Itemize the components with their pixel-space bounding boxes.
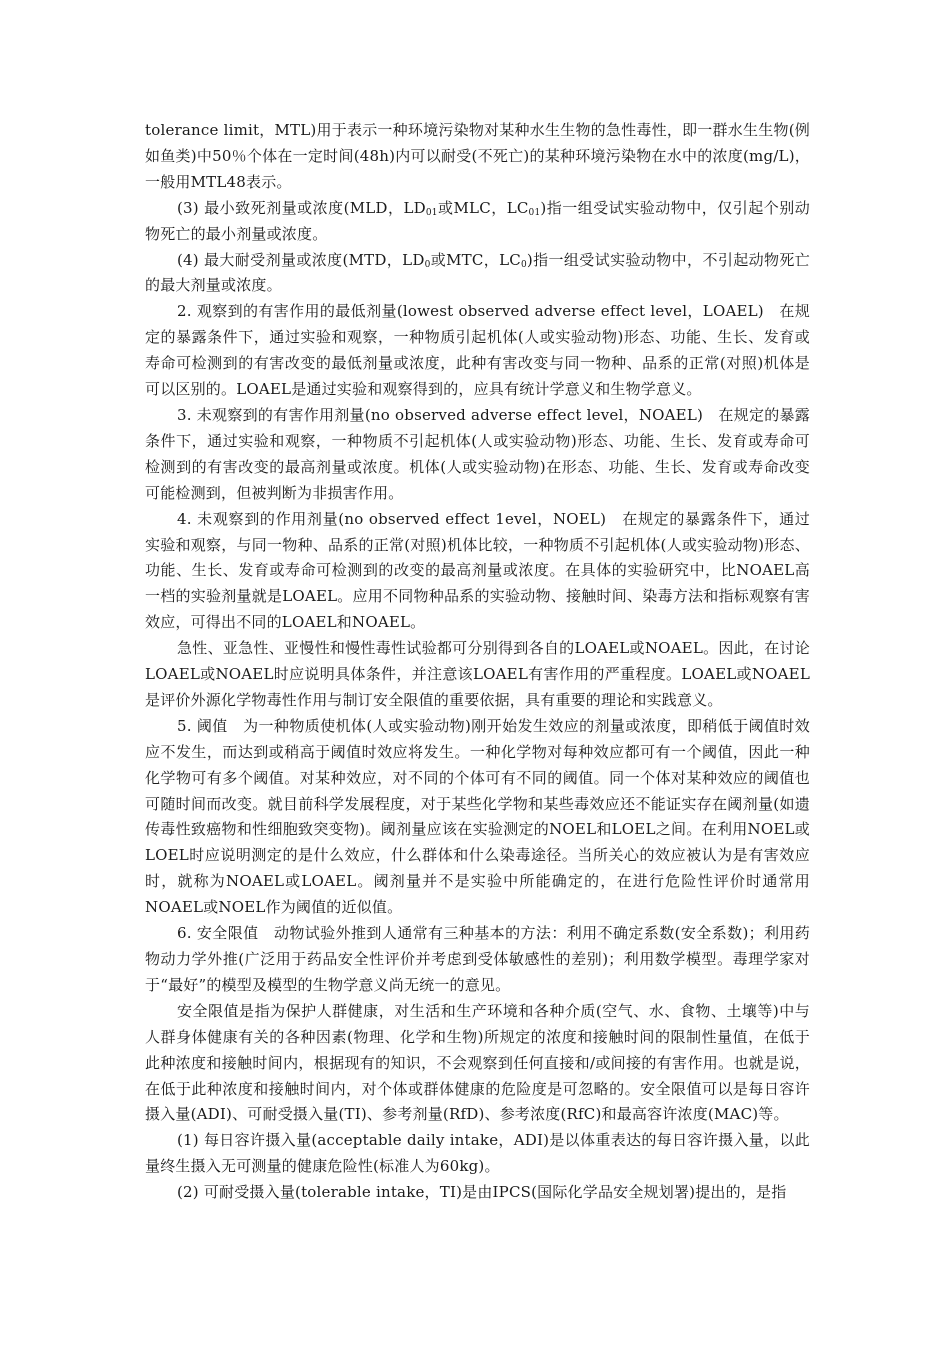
- paragraph: [145, 299, 810, 403]
- paragraph-text: 急性、亚急性、亚慢性和慢性毒性试验都可分别得到各自的LOAEL或NOAEL。因此，在讨论LOAEL或NOAEL时应说明具体条件，并注意该LOAEL有害作用的严重程度。LOAEL或NOAEL是评价外源化学物毒性作用与制订安全限值的重要依据，具有重要的理论和实践意义。: [145, 639, 810, 709]
- subscript-text: 01: [425, 207, 438, 218]
- paragraph: [145, 714, 810, 921]
- paragraph: [145, 403, 810, 507]
- paragraph: [145, 118, 810, 196]
- paragraph-text: tolerance limit，MTL)用于表示一种环境污染物对某种水生生物的急性毒性，即一群水生生物(例如鱼类)中50％个体在一定时间(48h)内可以耐受(不死亡)的某种环境污染物在水中的浓度(mg/L)，一般用MTL48表示。: [145, 121, 810, 191]
- paragraph-text: 或MLC，LC: [437, 198, 529, 217]
- subscript-text: 01: [528, 207, 541, 218]
- paragraph-text: )指一组受试实验动物中，不引起动物死亡的最大剂量或浓度。: [145, 250, 811, 295]
- paragraph-text: 5. 阈值 为一种物质使机体(人或实验动物)刚开始发生效应的剂量或浓度，即稍低于阈值时效应不发生，而达到或稍高于阈值时效应将发生。一种化学物对每种效应都可有一个阈值，因此一种化学物可有多个阈值。对某种效应，对不同的个体可有不同的阈值。同一个体对某种效应的阈值也可随时间而改变。就目前科学发展程度，对于某些化学物和某些毒效应还不能证实存在阈剂量(如遗传毒性致癌物和性细胞致突变物)。阈剂量应该在实验测定的NOEL和LOEL之间。在利用NOEL或LOEL时应说明测定的是什么效应，什么群体和什么染毒途径。当所关心的效应被认为是有害效应时，就称为NOAEL或LOAEL。阈剂量并不是实验中所能确定的，在进行危险性评价时通常用NOAEL或NOEL作为阈值的近似值。: [145, 716, 810, 917]
- paragraph: [145, 196, 810, 248]
- paragraph-text: 3. 未观察到的有害作用剂量(no observed adverse effect level，NOAEL) 在规定的暴露条件下，通过实验和观察，一种物质不引起机体(人或实验动物)形态、功能、生长、发育或寿命可检测到的有害改变的最高剂量或浓度。机体(人或实验动物)在形态、功能、生长、发育或寿命改变可能检测到，但被判断为非损害作用。: [145, 405, 810, 502]
- paragraph-text: )指一组受试实验动物中，仅引起个别动物死亡的最小剂量或浓度。: [145, 198, 810, 243]
- paragraph: [145, 999, 810, 1129]
- paragraph-text: 6. 安全限值 动物试验外推到人通常有三种基本的方法：利用不确定系数(安全系数)；利用药物动力学外推(广泛用于药品安全性评价并考虑到受体敏感性的差别)；利用数学模型。毒理学家对于“最好”的模型及模型的生物学意义尚无统一的意见。: [145, 924, 810, 994]
- paragraph: [145, 1128, 810, 1180]
- subscript-text: 0: [424, 259, 431, 270]
- paragraph: [145, 248, 810, 300]
- paragraph-text: (3) 最小致死剂量或浓度(MLD，LD: [177, 198, 426, 217]
- paragraph: [145, 507, 810, 637]
- paragraph: [145, 921, 810, 999]
- subscript-text: 0: [520, 259, 527, 270]
- document-page: [145, 118, 810, 1206]
- paragraph-text: (4) 最大耐受剂量或浓度(MTD，LD: [177, 250, 425, 269]
- paragraph: [145, 1180, 810, 1206]
- paragraph-text: 4. 未观察到的作用剂量(no observed effect 1evel，NOEL) 在规定的暴露条件下，通过实验和观察，与同一物种、品系的正常(对照)机体比较，一种物质不引起机体(人或实验动物)形态、功能、生长、发育或寿命可检测到的改变的最高剂量或浓度。在具体的实验研究中，比NOAEL高一档的实验剂量就是LOAEL。应用不同物种品系的实验动物、接触时间、染毒方法和指标观察有害效应，可得出不同的LOAEL和NOAEL。: [145, 509, 810, 632]
- paragraph-text: 安全限值是指为保护人群健康，对生活和生产环境和各种介质(空气、水、食物、土壤等)中与人群身体健康有关的各种因素(物理、化学和生物)所规定的浓度和接触时间的限制性量值，在低于此种浓度和接触时间内，根据现有的知识，不会观察到任何直接和/或间接的有害作用。也就是说，在低于此种浓度和接触时间内，对个体或群体健康的危险度是可忽略的。安全限值可以是每日容许摄入量(ADI)、可耐受摄入量(TI)、参考剂量(RfD)、参考浓度(RfC)和最高容许浓度(MAC)等。: [145, 1001, 810, 1124]
- paragraph-text: (2) 可耐受摄入量(tolerable intake，TI)是由IPCS(国际化学品安全规划署)提出的，是指: [177, 1183, 787, 1202]
- paragraph-text: 2. 观察到的有害作用的最低剂量(lowest observed adverse effect level，LOAEL) 在规定的暴露条件下，通过实验和观察，一种物质引起机体(人或实验动物)形态、功能、生长、发育或寿命可检测到的有害改变的最低剂量或浓度，此种有害改变与同一物种、品系的正常(对照)机体是可以区别的。LOAEL是通过实验和观察得到的，应具有统计学意义和生物学意义。: [145, 302, 810, 399]
- paragraph: [145, 636, 810, 714]
- paragraph-text: (1) 每日容许摄入量(acceptable daily intake，ADI)是以体重表达的每日容许摄入量，以此量终生摄入无可测量的健康危险性(标准人为60kg)。: [145, 1131, 810, 1176]
- paragraph-text: 或MTC，LC: [430, 250, 521, 269]
